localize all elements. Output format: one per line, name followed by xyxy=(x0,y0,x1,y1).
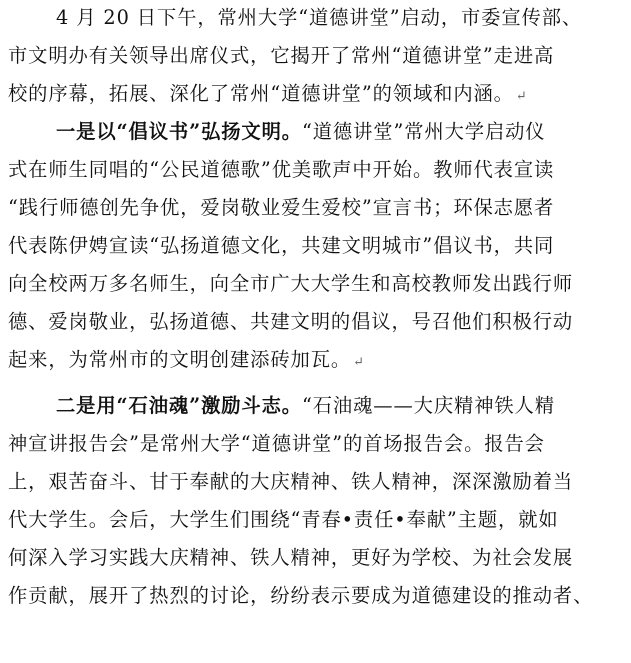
text-line xyxy=(8,465,608,498)
paragraph-heading: 二是用“石油魂”激励斗志。 xyxy=(56,394,302,417)
text-line xyxy=(8,343,608,376)
text-run: 市文明办有关领导出席仪式，它揭开了常州“道德讲堂”走进高 xyxy=(8,44,555,67)
text-line xyxy=(8,153,608,186)
text-run: 作贡献，展开了热烈的讨论，纷纷表示要成为道德建设的推动者、 xyxy=(8,584,594,607)
text-line xyxy=(56,115,608,148)
text-run: 神宣讲报告会”是常州大学“道德讲堂”的首场报告会。报告会 xyxy=(8,432,545,455)
text-run: 向全校两万多名师生，向全市广大大学生和高校教师发出践行师 xyxy=(8,272,574,295)
text-run: 上，艰苦奋斗、甘于奉献的大庆精神、铁人精神，深深激励着当 xyxy=(8,470,574,493)
text-line xyxy=(8,191,608,224)
paragraph-mark-icon: ↵ xyxy=(515,89,528,104)
text-run: 起来，为常州市的文明创建添砖加瓦。 xyxy=(8,348,352,371)
text-run: 代表陈伊娉宣读“弘扬道德文化，共建文明城市”倡议书，共同 xyxy=(8,234,555,257)
text-run: “石油魂——大庆精神铁人精 xyxy=(301,394,555,417)
text-line xyxy=(8,503,608,536)
text-run: 代大学生。会后，大学生们围绕“青春•责任•奉献”主题，就如 xyxy=(8,508,559,531)
paragraph-heading: 一是以“倡议书”弘扬文明。 xyxy=(56,120,302,143)
text-run: “道德讲堂”常州大学启动仪 xyxy=(301,120,546,143)
text-line xyxy=(8,305,608,338)
paragraph-mark-icon: ↵ xyxy=(353,355,365,370)
text-line xyxy=(8,77,608,110)
text-line xyxy=(56,389,608,422)
text-run: 校的序幕，拓展、深化了常州“道德讲堂”的领域和内涵。 xyxy=(8,82,514,105)
text-run: 何深入学习实践大庆精神、铁人精神，更好为学校、为社会发展 xyxy=(8,546,574,569)
text-run: 4 月 20 日下午，常州大学“道德讲堂”启动，市委宣传部、 xyxy=(56,6,583,29)
text-line xyxy=(8,579,608,612)
text-run: “践行师德创先争优，爱岗敬业爱生爱校”宣言书；环保志愿者 xyxy=(8,196,555,219)
text-run: 德、爱岗敬业，弘扬道德、共建文明的倡议，号召他们积极行动 xyxy=(8,310,574,333)
text-line xyxy=(8,39,608,72)
text-line xyxy=(8,541,608,574)
text-line xyxy=(8,229,608,262)
text-line xyxy=(8,267,608,300)
text-run: 式在师生同唱的“公民道德歌”优美歌声中开始。教师代表宣读 xyxy=(8,158,555,181)
text-line xyxy=(8,427,608,460)
text-line xyxy=(56,1,608,34)
